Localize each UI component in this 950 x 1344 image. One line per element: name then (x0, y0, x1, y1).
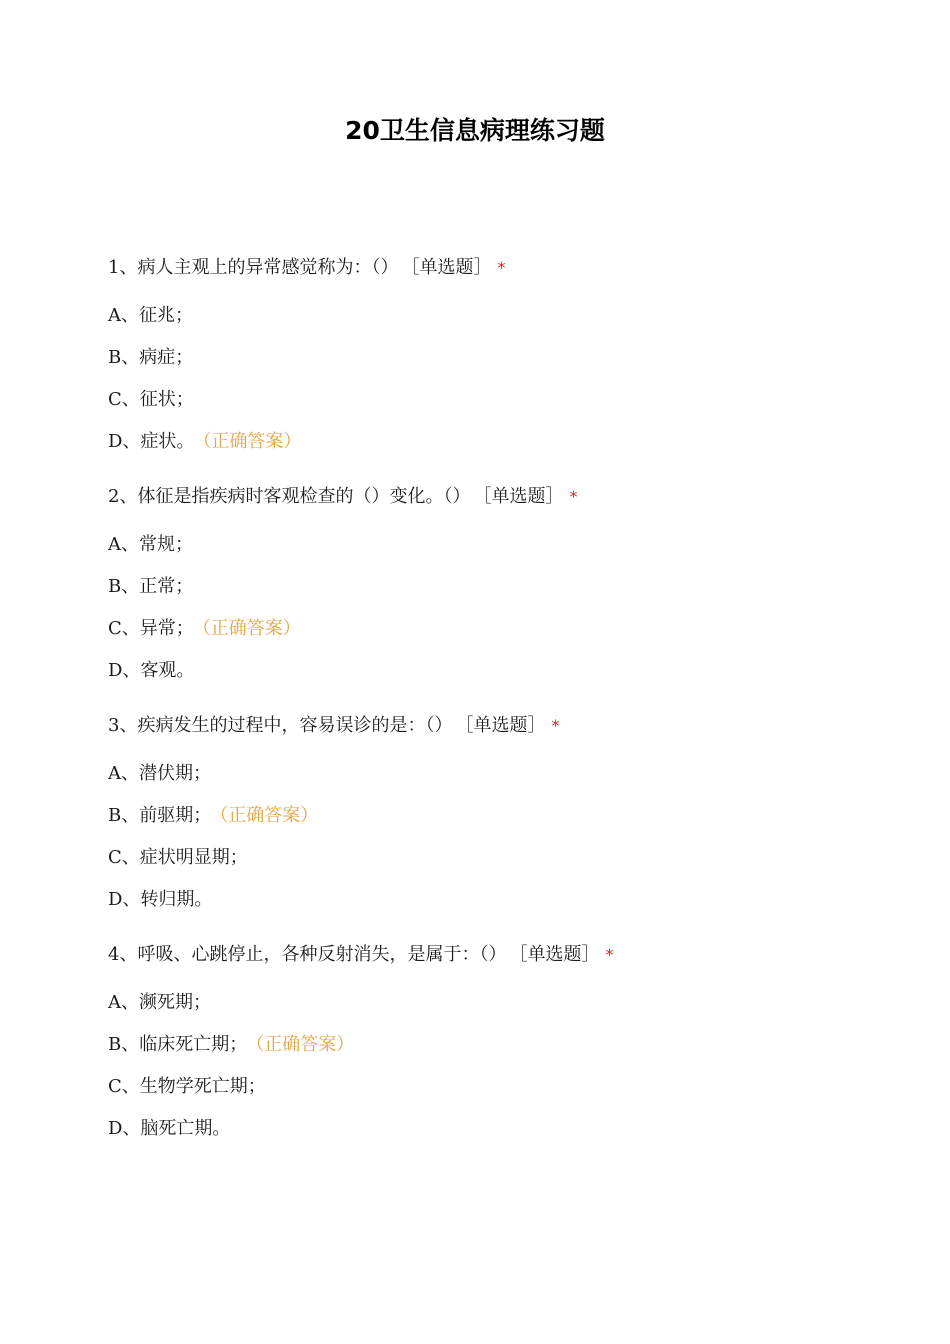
question-type-label: ［单选题］ (518, 944, 600, 965)
question-separator: 、 (119, 944, 138, 965)
option-letter: C (108, 1076, 122, 1097)
option-letter: C (108, 389, 122, 410)
option-separator: 、 (122, 431, 141, 452)
option-a (108, 756, 888, 792)
option-text: 症状。 (140, 431, 195, 452)
question-text: 体征是指疾病时客观检查的（）变化。（） (137, 486, 471, 507)
option-letter: B (108, 347, 122, 368)
option-letter: B (108, 576, 122, 597)
required-mark: * (569, 487, 578, 506)
question-text: 疾病发生的过程中，容易误诊的是：（） (137, 715, 453, 736)
question-2 (108, 479, 888, 689)
option-letter: D (108, 660, 123, 681)
question-number: 1 (108, 257, 120, 278)
question-separator: 、 (119, 257, 138, 278)
question-stem (108, 937, 888, 973)
question-number: 2 (108, 486, 120, 507)
option-text: 征状； (139, 389, 194, 410)
option-text: 转归期。 (140, 889, 213, 910)
option-text: 濒死期； (139, 992, 211, 1013)
question-type-label: ［单选题］ (482, 486, 564, 507)
question-separator: 、 (119, 715, 138, 736)
option-b (108, 1027, 888, 1063)
question-stem (108, 250, 888, 286)
option-d (108, 424, 888, 460)
option-separator: 、 (121, 389, 140, 410)
correct-answer-tag: （正确答案） (202, 431, 302, 452)
option-letter: D (108, 1118, 123, 1139)
question-text: 呼吸、心跳停止，各种反射消失，是属于：（） (137, 944, 507, 965)
correct-answer-tag: （正确答案） (201, 618, 301, 639)
question-number: 4 (108, 944, 120, 965)
option-d (108, 882, 888, 918)
option-text: 生物学死亡期； (139, 1076, 266, 1097)
option-separator: 、 (121, 992, 139, 1013)
correct-answer-tag: （正确答案） (219, 805, 319, 826)
option-separator: 、 (121, 763, 139, 784)
option-b (108, 340, 888, 376)
option-letter: A (108, 992, 121, 1013)
option-text: 症状明显期； (139, 847, 248, 868)
question-list (108, 250, 888, 1166)
option-c (108, 382, 888, 418)
option-text: 病症； (139, 347, 194, 368)
option-text: 脑死亡期。 (140, 1118, 231, 1139)
option-separator: 、 (121, 618, 140, 639)
option-letter: D (108, 431, 123, 452)
required-mark: * (605, 945, 614, 964)
option-separator: 、 (121, 576, 140, 597)
option-separator: 、 (121, 1034, 140, 1055)
option-letter: C (108, 618, 122, 639)
option-text: 前驱期； (139, 805, 212, 826)
option-b (108, 798, 888, 834)
option-letter: A (108, 534, 121, 555)
option-separator: 、 (122, 660, 141, 681)
option-separator: 、 (121, 1076, 140, 1097)
option-separator: 、 (121, 534, 139, 555)
question-number: 3 (108, 715, 120, 736)
option-text: 临床死亡期； (139, 1034, 248, 1055)
document-title: 20卫生信息病理练习题 (345, 116, 605, 145)
question-type-label: ［单选题］ (410, 257, 492, 278)
option-b (108, 569, 888, 605)
option-d (108, 653, 888, 689)
option-a (108, 527, 888, 563)
option-text: 常规； (139, 534, 193, 555)
option-a (108, 298, 888, 334)
option-letter: D (108, 889, 123, 910)
required-mark: * (551, 716, 560, 735)
required-mark: * (497, 258, 506, 277)
option-text: 客观。 (140, 660, 195, 681)
question-stem (108, 479, 888, 515)
option-letter: A (108, 305, 121, 326)
correct-answer-tag: （正确答案） (255, 1034, 355, 1055)
option-text: 潜伏期； (139, 763, 211, 784)
option-letter: B (108, 1034, 122, 1055)
question-text: 病人主观上的异常感觉称为：（） (137, 257, 399, 278)
option-letter: A (108, 763, 121, 784)
option-separator: 、 (121, 805, 140, 826)
option-text: 异常； (139, 618, 194, 639)
option-a (108, 985, 888, 1021)
question-3 (108, 708, 888, 918)
option-letter: B (108, 805, 122, 826)
option-c (108, 840, 888, 876)
option-separator: 、 (122, 889, 141, 910)
option-separator: 、 (121, 847, 140, 868)
option-text: 征兆； (139, 305, 193, 326)
question-separator: 、 (119, 486, 138, 507)
option-c (108, 1069, 888, 1105)
option-letter: C (108, 847, 122, 868)
question-stem (108, 708, 888, 744)
option-d (108, 1111, 888, 1147)
option-text: 正常； (139, 576, 194, 597)
question-4 (108, 937, 888, 1147)
option-separator: 、 (122, 1118, 141, 1139)
option-c (108, 611, 888, 647)
question-1 (108, 250, 888, 460)
question-type-label: ［单选题］ (464, 715, 546, 736)
option-separator: 、 (121, 347, 140, 368)
option-separator: 、 (121, 305, 139, 326)
